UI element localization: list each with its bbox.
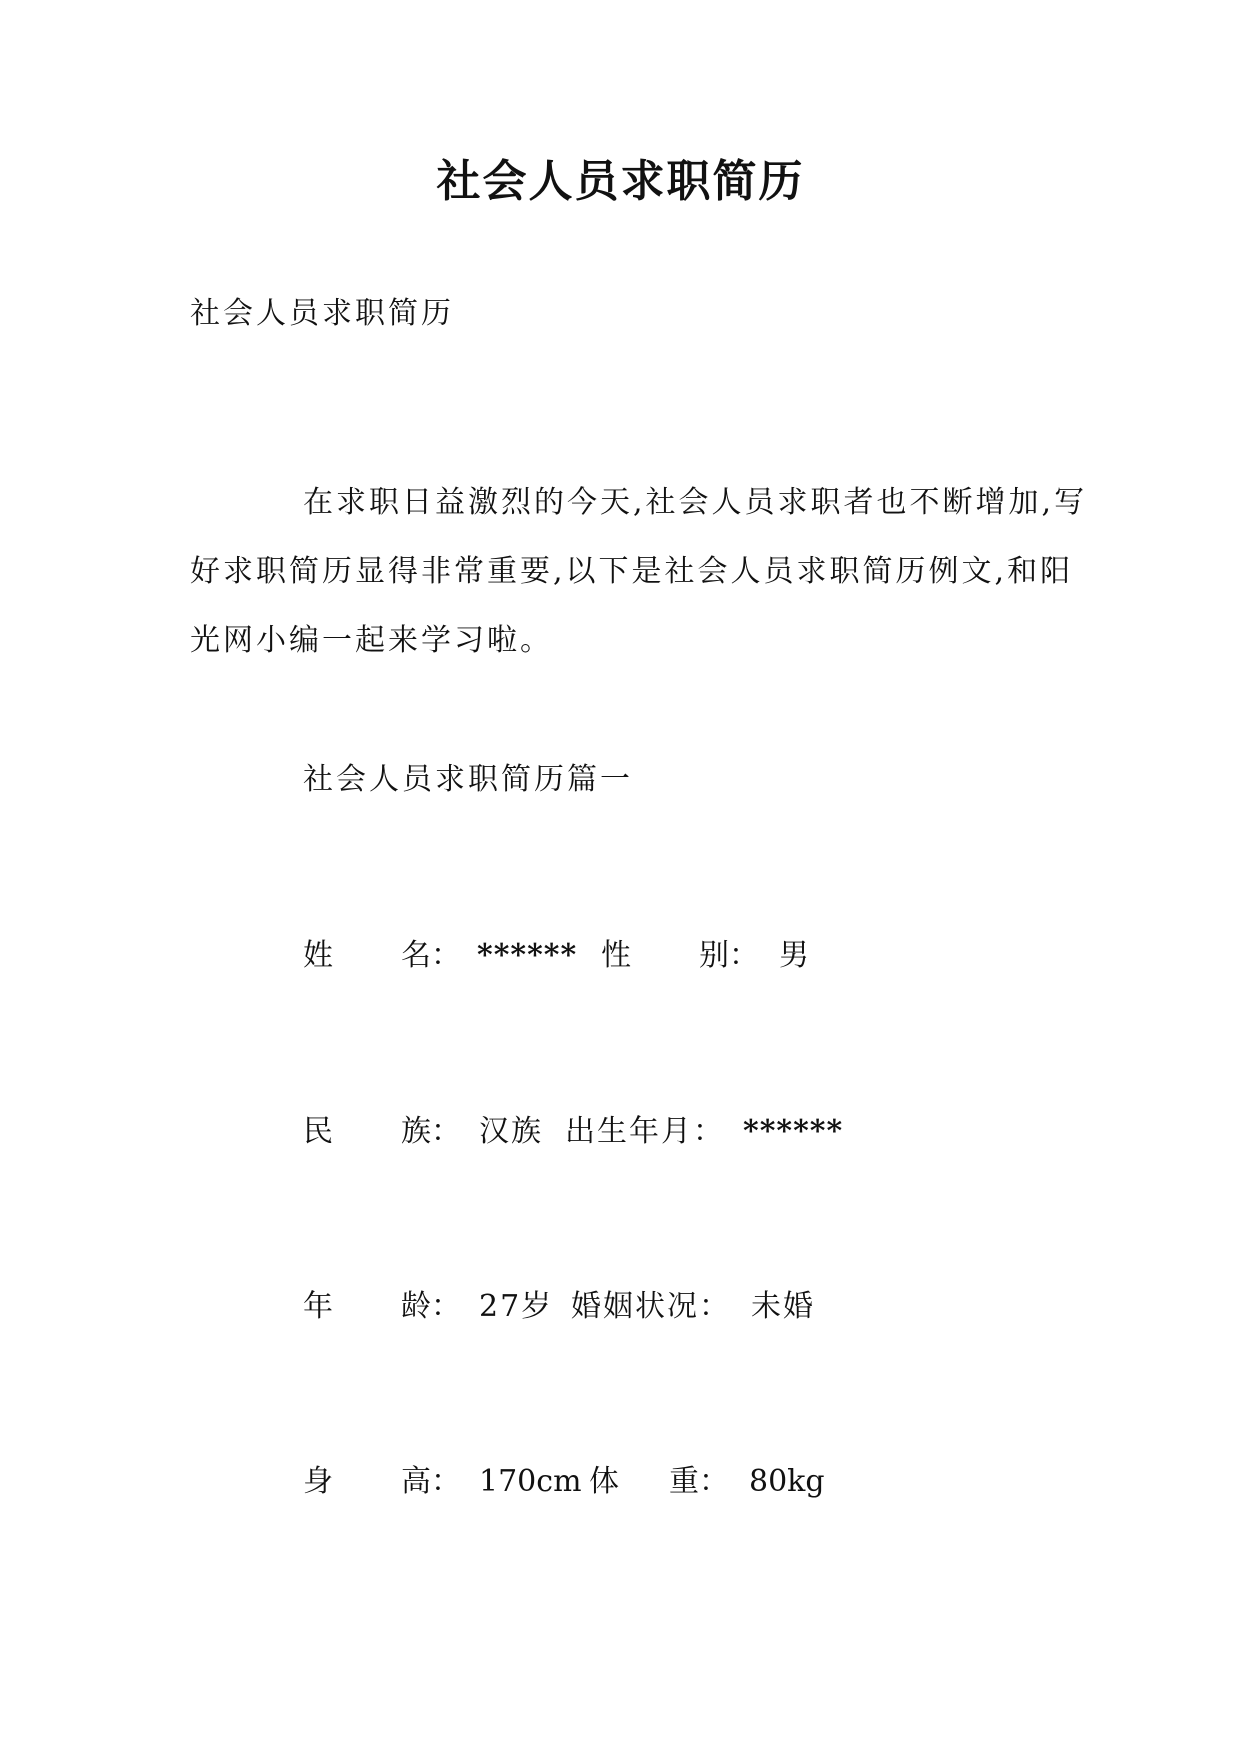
age-value: 27岁 [479,1289,554,1324]
info-row-ethnicity-birth [303,1112,1103,1152]
height-value: 170cm [479,1464,582,1499]
ethnicity-value: 汉族 [479,1114,543,1149]
info-row-age-marital [303,1287,1103,1327]
birth-value: ****** [743,1114,844,1149]
gender-label-first: 性 [601,938,631,973]
age-label-second: 龄： [401,1289,461,1324]
age-label-first: 年 [303,1289,333,1324]
name-label-first: 姓 [303,938,333,973]
height-label-first: 身 [303,1464,333,1499]
marital-label: 婚姻状况： [571,1289,731,1324]
name-value: ****** [477,938,578,973]
intro-paragraph: 在求职日益激烈的今天,社会人员求职者也不断增加,写好求职简历显得非常重要,以下是社会人员求职简历例文,和阳光网小编一起来学习啦。 [190,485,1088,658]
weight-value: 80kg [749,1464,825,1499]
height-label-second: 高： [401,1464,461,1499]
ethnicity-label-second: 族： [401,1114,461,1149]
info-row-height-weight [303,1462,1103,1502]
weight-label-second: 重： [669,1464,729,1499]
weight-label-first: 体 [589,1464,619,1499]
gender-value: 男 [779,938,809,973]
ethnicity-label-first: 民 [303,1114,333,1149]
document-subtitle: 社会人员求职简历 [190,296,454,331]
gender-label-second: 别： [699,938,759,973]
document-title: 社会人员求职简历 [436,156,805,207]
info-row-name-gender [303,936,1103,976]
name-label-second: 名： [401,938,461,973]
marital-value: 未婚 [751,1289,815,1324]
section-heading: 社会人员求职简历篇一 [303,762,633,797]
birth-label: 出生年月： [565,1114,725,1149]
